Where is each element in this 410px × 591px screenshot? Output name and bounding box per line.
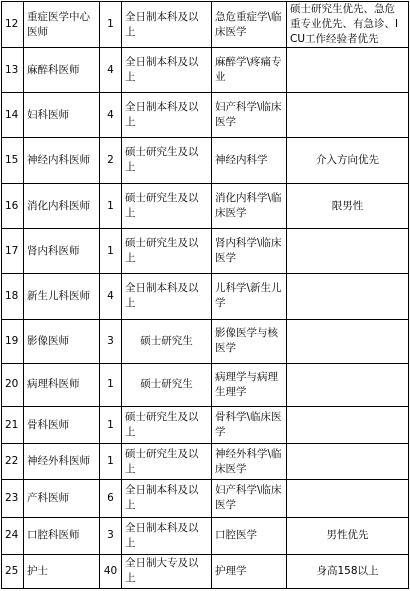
position-name: 消化内科医师 [24,183,100,228]
position-count: 3 [100,517,122,554]
table-row [2,407,409,444]
education-requirement: 全日制本科及以上 [122,274,212,319]
table-row [2,93,409,137]
row-number: 20 [2,363,24,406]
note: 身高158以上 [287,554,409,588]
position-count: 1 [100,363,122,406]
education-requirement: 全日制大专及以上 [122,554,212,588]
note [287,363,409,406]
major-requirement: 神经内科学 [212,137,287,183]
education-requirement: 全日制本科及以上 [122,480,212,517]
major-requirement: 骨科学\临床医学 [212,407,287,444]
table-row [2,517,409,554]
education-requirement: 硕士研究生 [122,319,212,363]
major-requirement: 护理学 [212,554,287,588]
major-requirement: 肾内科学\临床医学 [212,229,287,274]
note [287,444,409,480]
row-number: 23 [2,480,24,517]
row-number: 17 [2,229,24,274]
major-requirement: 麻醉学\疼痛专业 [212,48,287,93]
note [287,480,409,517]
table-row [2,363,409,406]
position-name: 新生儿科医师 [24,274,100,319]
education-requirement: 全日制本科及以上 [122,93,212,137]
major-requirement: 口腔医学 [212,517,287,554]
major-requirement: 神经外科学\临床医学 [212,444,287,480]
table-row [2,137,409,183]
position-count: 1 [100,444,122,480]
table-row [2,2,409,48]
major-requirement: 妇产科学\临床医学 [212,480,287,517]
note: 硕士研究生优先、急危重专业优先、有急诊、ICU工作经验者优先 [287,2,409,48]
row-number: 14 [2,93,24,137]
education-requirement: 全日制本科及以上 [122,517,212,554]
table-row [2,444,409,480]
note [287,319,409,363]
row-number: 21 [2,407,24,444]
position-count: 3 [100,319,122,363]
major-requirement: 影像医学与核医学 [212,319,287,363]
education-requirement: 硕士研究生及以上 [122,407,212,444]
education-requirement: 硕士研究生及以上 [122,183,212,228]
position-count: 4 [100,274,122,319]
note [287,407,409,444]
position-count: 1 [100,183,122,228]
major-requirement: 儿科学\新生儿学 [212,274,287,319]
table-body [2,2,409,589]
row-number: 25 [2,554,24,588]
note: 男性优先 [287,517,409,554]
position-name: 影像医师 [24,319,100,363]
education-requirement: 全日制本科及以上 [122,48,212,93]
note: 介入方向优先 [287,137,409,183]
position-name: 产科医师 [24,480,100,517]
education-requirement: 硕士研究生 [122,363,212,406]
table-row [2,229,409,274]
row-number: 15 [2,137,24,183]
table-row [2,183,409,228]
major-requirement: 消化内科学\临床医学 [212,183,287,228]
position-name: 妇科医师 [24,93,100,137]
table-row [2,319,409,363]
position-name: 麻醉科医师 [24,48,100,93]
recruitment-table [1,1,409,589]
note [287,229,409,274]
education-requirement: 硕士研究生及以上 [122,229,212,274]
position-count: 1 [100,407,122,444]
position-count: 4 [100,93,122,137]
row-number: 22 [2,444,24,480]
position-name: 护士 [24,554,100,588]
table-row [2,48,409,93]
row-number: 16 [2,183,24,228]
note [287,48,409,93]
position-count: 6 [100,480,122,517]
note [287,93,409,137]
position-count: 1 [100,2,122,48]
education-requirement: 全日制本科及以上 [122,2,212,48]
major-requirement: 急危重症学\临床医学 [212,2,287,48]
table-row [2,480,409,517]
education-requirement: 硕士研究生及以上 [122,444,212,480]
position-count: 2 [100,137,122,183]
position-name: 重症医学中心医师 [24,2,100,48]
position-name: 病理科医师 [24,363,100,406]
table-row [2,274,409,319]
row-number: 18 [2,274,24,319]
position-name: 神经内科医师 [24,137,100,183]
row-number: 19 [2,319,24,363]
position-count: 1 [100,229,122,274]
position-count: 4 [100,48,122,93]
position-name: 骨科医师 [24,407,100,444]
note: 限男性 [287,183,409,228]
education-requirement: 硕士研究生及以上 [122,137,212,183]
major-requirement: 妇产科学\临床医学 [212,93,287,137]
row-number: 13 [2,48,24,93]
position-name: 口腔科医师 [24,517,100,554]
table-row [2,554,409,588]
position-name: 肾内科医师 [24,229,100,274]
major-requirement: 病理学与病理生理学 [212,363,287,406]
note [287,274,409,319]
position-count: 40 [100,554,122,588]
row-number: 12 [2,2,24,48]
row-number: 24 [2,517,24,554]
position-name: 神经外科医师 [24,444,100,480]
